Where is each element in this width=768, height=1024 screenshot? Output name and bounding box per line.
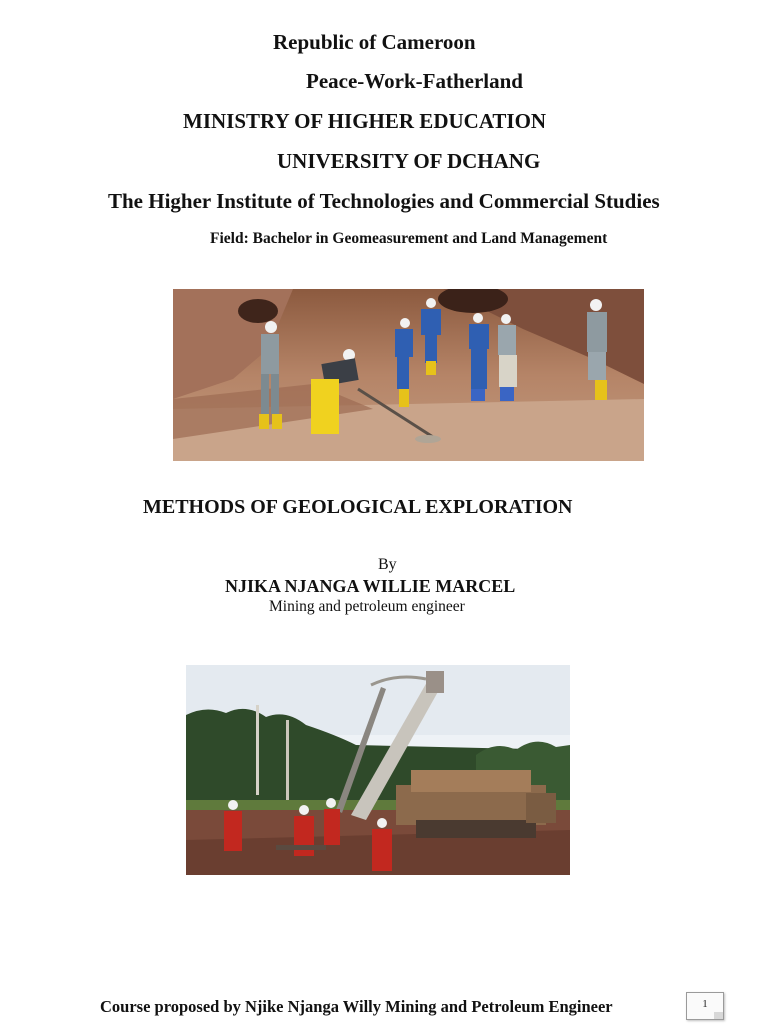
page-number-label: 1 — [702, 998, 708, 1010]
institute-name: The Higher Institute of Technologies and Commercial Studies — [108, 189, 660, 213]
by-label: By — [378, 556, 397, 573]
university-name: UNIVERSITY OF DCHANG — [277, 149, 541, 173]
field-of-study: Field: Bachelor in Geomeasurement and Land Management — [210, 230, 608, 247]
document-title: METHODS OF GEOLOGICAL EXPLORATION — [143, 496, 573, 518]
author-name: NJIKA NJANGA WILLIE MARCEL — [225, 576, 516, 596]
page-fold-icon — [714, 1012, 723, 1019]
excavation-workers-photo — [173, 289, 644, 461]
footer-credit: Course proposed by Njike Njanga Willy Mining and Petroleum Engineer — [100, 997, 613, 1016]
ministry-name: MINISTRY OF HIGHER EDUCATION — [183, 109, 547, 133]
author-role: Mining and petroleum engineer — [269, 598, 465, 615]
national-motto: Peace-Work-Fatherland — [306, 69, 523, 93]
drilling-rig-photo — [186, 665, 570, 875]
country-name: Republic of Cameroon — [273, 30, 476, 54]
page-number — [686, 992, 724, 1020]
